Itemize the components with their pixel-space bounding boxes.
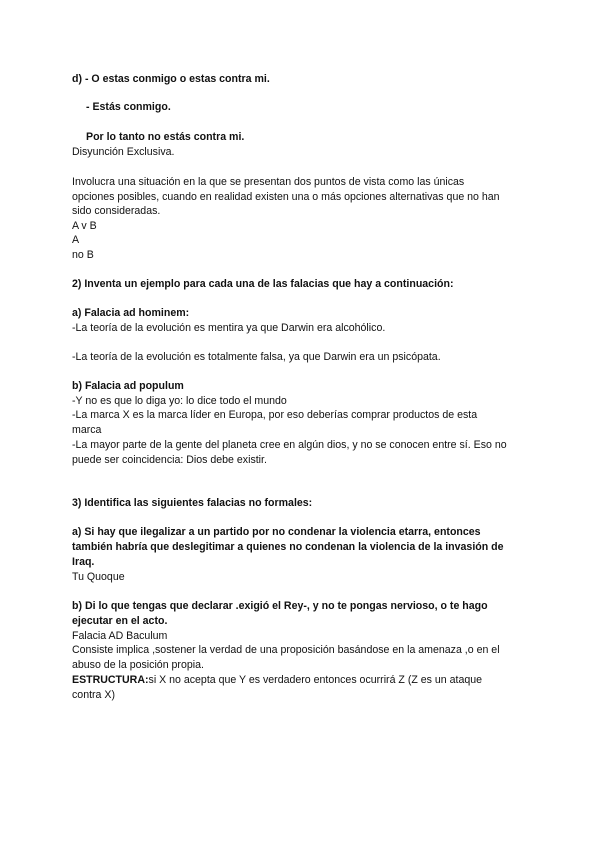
- section-3-heading: 3) Identifica las siguientes falacias no formales:: [72, 497, 313, 509]
- section-2a-example-2: -La teoría de la evolución es totalmente falsa, ya que Darwin era un psicópata.: [72, 351, 441, 363]
- d-premise: - Estás conmigo.: [86, 101, 171, 113]
- section-2a-heading: a) Falacia ad hominem:: [72, 307, 190, 319]
- structure-label: ESTRUCTURA:: [72, 674, 149, 686]
- section-2a-example-1: -La teoría de la evolución es mentira ya que Darwin era alcohólico.: [72, 322, 386, 334]
- section-2b-example-2-line-1: -La marca X es la marca líder en Europa, por eso deberías comprar productos de esta: [72, 409, 478, 421]
- section-3a-line-3: Iraq.: [72, 556, 95, 568]
- d-label: Disyunción Exclusiva.: [72, 146, 175, 158]
- d-formula-line-1: A v B: [72, 220, 97, 232]
- section-3b-line-2: ejecutar en el acto.: [72, 615, 168, 627]
- d-formula-line-2: A: [72, 234, 80, 246]
- section-3b-structure-line-1: [72, 673, 532, 688]
- section-3b-desc-line-2: abuso de la posición propia.: [72, 659, 204, 671]
- section-3b-structure-line-2: contra X): [72, 689, 115, 701]
- section-2b-heading: b) Falacia ad populum: [72, 380, 184, 392]
- structure-text: si X no acepta que Y es verdadero entonces ocurrirá Z (Z es un ataque: [148, 674, 483, 686]
- section-3b-line-1: b) Di lo que tengas que declarar .exigió el Rey-, y no te pongas nervioso, o te hago: [72, 600, 488, 612]
- section-2b-example-1: -Y no es que lo diga yo: lo dice todo el mundo: [72, 395, 287, 407]
- section-3b-desc-line-1: Consiste implica ,sostener la verdad de una proposición basándose en la amenaza ,o en el: [72, 644, 500, 656]
- section-3b-answer: Falacia AD Baculum: [72, 630, 168, 642]
- section-3a-answer: Tu Quoque: [72, 571, 125, 583]
- d-heading: d) - O estas conmigo o estas contra mi.: [72, 73, 270, 85]
- section-2-heading: 2) Inventa un ejemplo para cada una de las falacias que hay a continuación:: [72, 278, 454, 290]
- section-3a-line-1: a) Si hay que ilegalizar a un partido por no condenar la violencia etarra, entonces: [72, 526, 481, 538]
- section-2b-example-3-line-2: puede ser coincidencia: Dios debe existir.: [72, 454, 267, 466]
- d-desc-line-3: sido consideradas.: [72, 205, 161, 217]
- section-3a-line-2: también habría que deslegitimar a quienes no condenan la violencia de la invasión de: [72, 541, 504, 553]
- d-conclusion: Por lo tanto no estás contra mi.: [86, 131, 245, 143]
- d-desc-line-2: opciones posibles, cuando en realidad existen una o más opciones alternativas que no han: [72, 191, 500, 203]
- section-2b-example-3-line-1: -La mayor parte de la gente del planeta cree en algún dios, y no se conocen entre sí. Eso no: [72, 439, 507, 451]
- d-desc-line-1: Involucra una situación en la que se presentan dos puntos de vista como las únicas: [72, 176, 465, 188]
- d-formula-line-3: no B: [72, 249, 94, 261]
- section-2b-example-2-line-2: marca: [72, 424, 102, 436]
